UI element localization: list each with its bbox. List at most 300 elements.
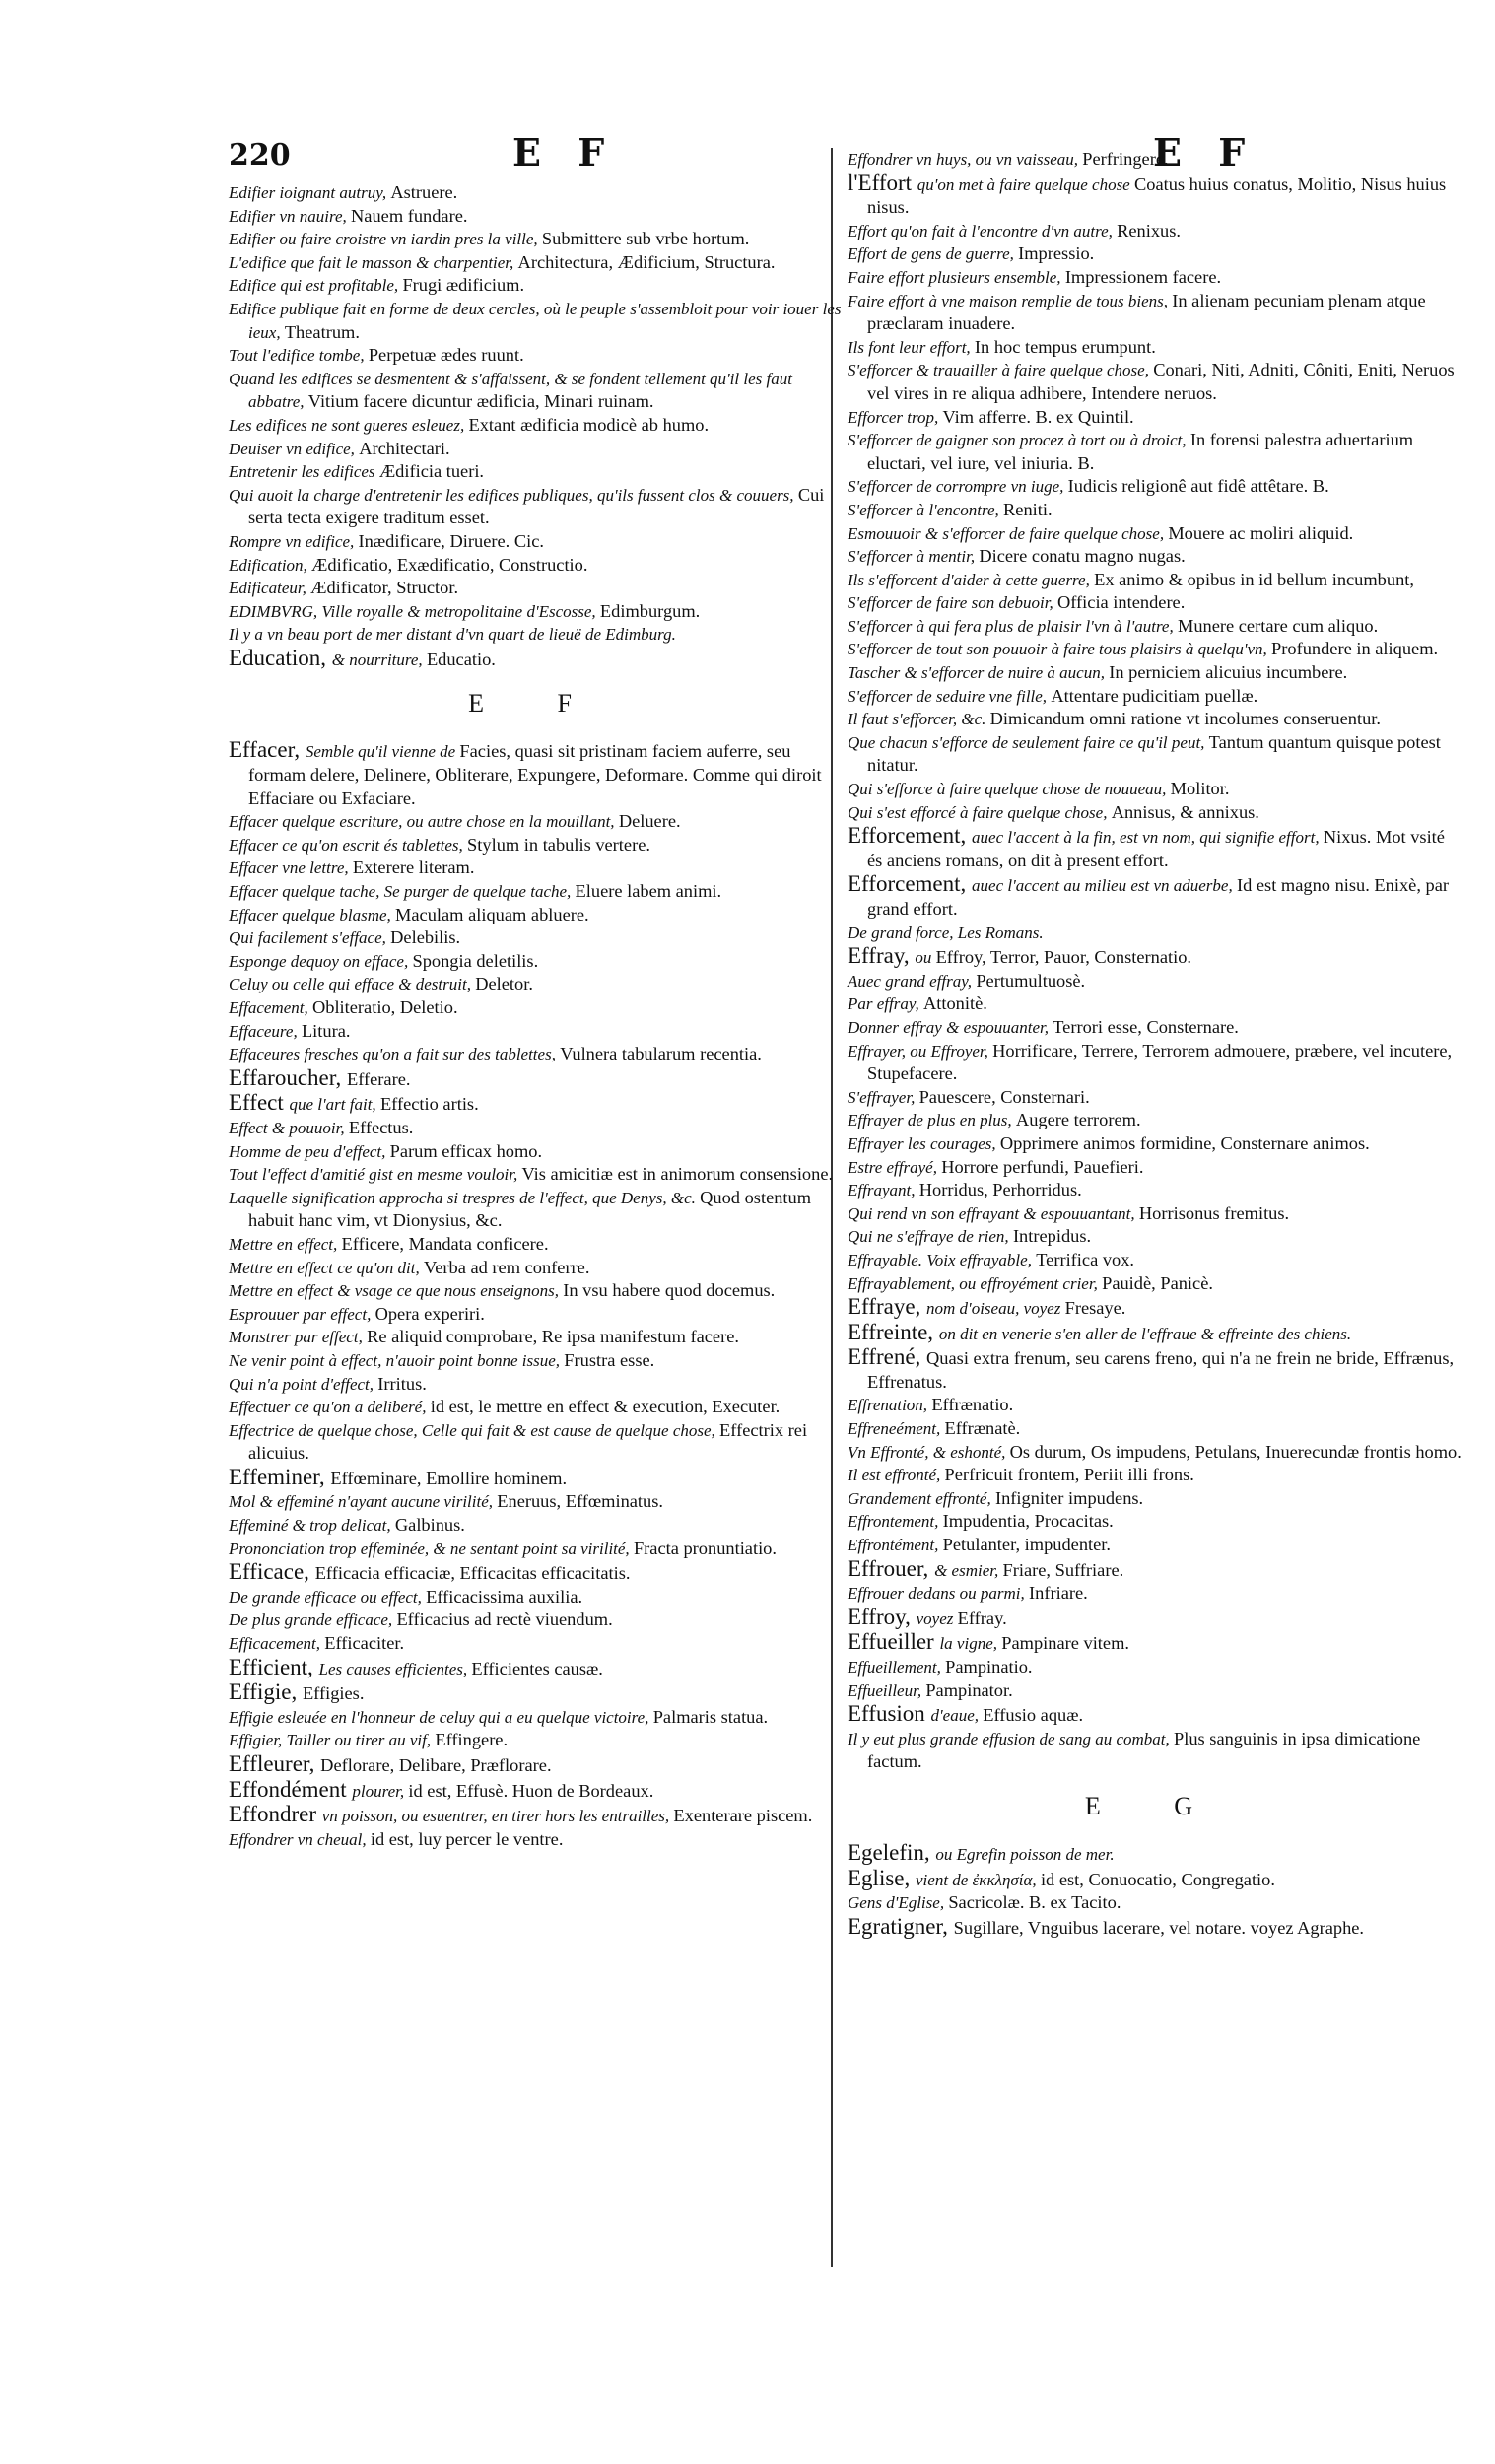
entry-latin: Nixus. Mot vsité és anciens romans, on dit à present effort. bbox=[867, 827, 1445, 870]
entry-latin: Exterere literam. bbox=[352, 857, 475, 878]
dictionary-entry bbox=[848, 1179, 1463, 1202]
dictionary-entry bbox=[848, 1606, 1463, 1631]
dictionary-entry bbox=[848, 1656, 1463, 1679]
entry-french: Qui auoit la charge d'entretenir les edifices publiques, qu'ils fussent clos & couuers, bbox=[229, 485, 798, 505]
dictionary-entry bbox=[229, 647, 845, 672]
entry-french: vn poisson, ou esuentrer, en tirer hors les entrailles, bbox=[321, 1807, 674, 1826]
entry-french: Mol & effeminé n'ayant aucune virilité, bbox=[229, 1492, 498, 1512]
entry-latin: Ædificatio, Exædificatio, Constructio. bbox=[311, 554, 588, 575]
dictionary-entry bbox=[848, 220, 1463, 243]
dictionary-entry bbox=[229, 1163, 845, 1187]
right-column-entries-1 bbox=[848, 148, 1463, 1774]
entry-french: Efforcer trop, bbox=[848, 407, 943, 427]
entry-latin: Reniti. bbox=[1003, 499, 1053, 519]
entry-french: Effectuer ce qu'on a deliberé, bbox=[229, 1398, 431, 1417]
entry-french: Par effray, bbox=[848, 994, 923, 1014]
dictionary-entry bbox=[229, 1608, 845, 1632]
dictionary-entry bbox=[848, 638, 1463, 661]
dictionary-entry bbox=[848, 1510, 1463, 1534]
dictionary-entry bbox=[229, 1706, 845, 1730]
entry-french: Il y a vn beau port de mer distant d'vn quart de lieuë de Edimburg. bbox=[229, 625, 676, 645]
dictionary-entry bbox=[848, 1295, 1463, 1321]
dictionary-entry bbox=[229, 834, 845, 857]
entry-french: Les edifices ne sont gueres esleuez, bbox=[229, 415, 469, 435]
entry-latin: id est, Conuocatio, Congregatio. bbox=[1040, 1869, 1275, 1889]
entry-french: Prononciation trop effeminée, & ne sentant point sa virilité, bbox=[229, 1539, 634, 1558]
dictionary-entry bbox=[848, 1679, 1463, 1703]
section-head-right: E G bbox=[1084, 1791, 1227, 1820]
entry-french: Il est effronté, bbox=[848, 1466, 945, 1485]
dictionary-entry bbox=[848, 1630, 1463, 1656]
dictionary-entry bbox=[848, 731, 1463, 778]
entry-french: Esmouuoir & s'efforcer de faire quelque chose, bbox=[848, 523, 1169, 543]
entry-french: Effect & pouuoir, bbox=[229, 1118, 349, 1137]
entry-french: Effrayer, ou Effroyer, bbox=[848, 1041, 993, 1061]
entry-latin: Stylum in tabulis vertere. bbox=[467, 834, 650, 855]
entry-headword: Effondément bbox=[229, 1776, 353, 1802]
entry-latin: Frustra esse. bbox=[564, 1349, 655, 1370]
entry-latin: Nauem fundare. bbox=[351, 205, 468, 226]
entry-latin: Theatrum. bbox=[284, 321, 360, 342]
entry-french: Ils font leur effort, bbox=[848, 337, 975, 357]
dictionary-entry bbox=[848, 801, 1463, 825]
entry-latin: Spongia deletilis. bbox=[412, 950, 539, 971]
entry-latin: Effectus. bbox=[348, 1117, 414, 1137]
entry-latin: Pampinator. bbox=[925, 1679, 1013, 1700]
entry-latin: Fresaye. bbox=[1064, 1298, 1126, 1319]
entry-latin: Effroy, Terror, Pauor, Consternatio. bbox=[935, 947, 1191, 968]
entry-french: Esponge dequoy on efface, bbox=[229, 951, 413, 971]
entry-latin: Id est magno nisu. Enixè, par grand effort. bbox=[867, 875, 1449, 919]
dictionary-entry bbox=[229, 1752, 845, 1778]
entry-latin: In vsu habere quod docemus. bbox=[563, 1280, 776, 1301]
entry-latin: id est, Effusè. Huon de Bordeaux. bbox=[408, 1780, 654, 1801]
entry-french: vient de ἐκκλησία, bbox=[916, 1870, 1041, 1889]
entry-french: Celuy ou celle qui efface & destruit, bbox=[229, 975, 476, 994]
entry-french: Faire effort à vne maison remplie de tous biens, bbox=[848, 291, 1173, 310]
dictionary-entry bbox=[229, 554, 845, 578]
entry-french: Effacer quelque tache, Se purger de quelque tache, bbox=[229, 882, 576, 902]
dictionary-entry bbox=[848, 1132, 1463, 1156]
dictionary-entry bbox=[848, 148, 1463, 171]
entry-french: Mettre en effect & vsage ce que nous enseignons, bbox=[229, 1281, 564, 1301]
entry-latin: Re aliquid comprobare, Re ipsa manifestum facere. bbox=[367, 1327, 739, 1347]
entry-latin: Educatio. bbox=[426, 649, 496, 669]
entry-latin: Dicere conatu magno nugas. bbox=[979, 546, 1186, 567]
entry-headword: Efficace, bbox=[229, 1559, 315, 1585]
dictionary-entry bbox=[229, 1279, 845, 1303]
entry-french: Tout l'effect d'amitié gist en mesme vouloir, bbox=[229, 1165, 522, 1185]
dictionary-entry bbox=[229, 738, 845, 810]
entry-latin: Opera experiri. bbox=[374, 1303, 485, 1324]
dictionary-entry bbox=[229, 1233, 845, 1257]
entry-latin: Infigniter impudens. bbox=[994, 1487, 1144, 1508]
entry-latin: Palmaris statua. bbox=[652, 1706, 769, 1727]
entry-headword: Efforcement, bbox=[848, 871, 973, 897]
entry-latin: Quod ostentum habuit hanc vim, vt Dionysius, &c. bbox=[248, 1187, 812, 1231]
dictionary-entry bbox=[229, 1043, 845, 1066]
dictionary-entry bbox=[848, 591, 1463, 615]
entry-french: Ne venir point à effect, n'auoir point bonne issue, bbox=[229, 1350, 565, 1370]
entry-french: Edification, bbox=[229, 555, 312, 575]
entry-french: Effreneément, bbox=[848, 1419, 945, 1439]
entry-french: Vn Effronté, & eshonté, bbox=[848, 1442, 1010, 1462]
entry-french: Edifier vn nauire, bbox=[229, 206, 352, 226]
entry-latin: In hoc tempus erumpunt. bbox=[974, 336, 1156, 357]
dictionary-entry bbox=[848, 475, 1463, 499]
entry-french: Effueillement, bbox=[848, 1658, 946, 1677]
entry-latin: Conari, Niti, Adniti, Côniti, Eniti, Neruos vel vires in re aliqua adhibere, Intendere neruos. bbox=[867, 360, 1455, 403]
entry-latin: Irritus. bbox=[377, 1373, 427, 1394]
dictionary-entry bbox=[848, 1441, 1463, 1465]
entry-latin: Os durum, Os impudens, Petulans, Inuerecundæ frontis homo. bbox=[1009, 1441, 1461, 1462]
entry-french: Effectrice de quelque chose, Celle qui fait & est cause de quelque chose, bbox=[229, 1420, 720, 1440]
entry-french: qu'on met à faire quelque chose bbox=[917, 174, 1134, 194]
dictionary-entry bbox=[848, 429, 1463, 475]
entry-latin: Sacricolæ. B. ex Tacito. bbox=[948, 1892, 1121, 1913]
dictionary-entry bbox=[848, 242, 1463, 266]
entry-latin: Edimburgum. bbox=[599, 600, 701, 621]
entry-french: L'edifice que fait le masson & charpentier, bbox=[229, 252, 518, 272]
entry-headword: Effaroucher, bbox=[229, 1064, 347, 1090]
entry-french: S'efforcer à mentir, bbox=[848, 547, 980, 567]
dictionary-entry bbox=[848, 685, 1463, 709]
entry-french: Effeminé & trop delicat, bbox=[229, 1516, 395, 1536]
entry-latin: Dimicandum omni ratione vt incolumes conseruentur. bbox=[989, 709, 1381, 729]
dictionary-entry bbox=[848, 872, 1463, 921]
entry-french: Esprouuer par effect, bbox=[229, 1304, 375, 1324]
running-head-left: E F bbox=[512, 130, 617, 174]
dictionary-entry bbox=[848, 1394, 1463, 1417]
dictionary-entry bbox=[848, 778, 1463, 801]
entry-latin: Deletor. bbox=[475, 974, 533, 994]
dictionary-entry bbox=[848, 1016, 1463, 1040]
entry-french: Faire effort plusieurs ensemble, bbox=[848, 267, 1065, 287]
entry-french: Homme de peu d'effect, bbox=[229, 1141, 390, 1161]
entry-latin: Perpetuæ ædes ruunt. bbox=[368, 345, 524, 366]
entry-french: Monstrer par effect, bbox=[229, 1328, 368, 1347]
entry-french: Effondrer vn cheual, bbox=[229, 1829, 371, 1849]
dictionary-entry bbox=[229, 1490, 845, 1514]
entry-french: Deuiser vn edifice, bbox=[229, 439, 360, 458]
dictionary-entry bbox=[848, 1272, 1463, 1296]
entry-french: Effaceure, bbox=[229, 1021, 302, 1041]
dictionary-entry bbox=[229, 1303, 845, 1327]
entry-latin: Impressio. bbox=[1018, 243, 1095, 264]
entry-headword: Effacer, bbox=[229, 737, 306, 763]
entry-french: Efficacement, bbox=[229, 1634, 325, 1654]
entry-headword: Effleurer, bbox=[229, 1751, 321, 1776]
entry-latin: In alienam pecuniam plenam atque præclaram inuadere. bbox=[867, 290, 1426, 334]
entry-latin: Impressionem facere. bbox=[1064, 266, 1222, 287]
dictionary-entry bbox=[848, 1156, 1463, 1180]
dictionary-entry bbox=[229, 228, 845, 251]
entry-latin: Vim afferre. B. ex Quintil. bbox=[942, 406, 1134, 427]
dictionary-entry bbox=[229, 414, 845, 438]
dictionary-entry bbox=[229, 1396, 845, 1419]
dictionary-entry bbox=[848, 1321, 1463, 1346]
entry-french: Effacer ce qu'on escrit és tablettes, bbox=[229, 835, 468, 855]
entry-french: Edifier ou faire croistre vn iardin pres la ville, bbox=[229, 230, 542, 249]
dictionary-entry bbox=[229, 1586, 845, 1609]
entry-latin: Eluere labem animi. bbox=[575, 881, 722, 902]
entry-french: EDIMBVRG, Ville royalle & metropolitaine d'Escosse, bbox=[229, 601, 600, 621]
dictionary-entry bbox=[229, 904, 845, 927]
entry-latin: id est, le mettre en effect & execution, Executer. bbox=[430, 1397, 781, 1417]
dictionary-entry bbox=[229, 1729, 845, 1752]
entry-french: Effacer quelque escriture, ou autre chose en la mouillant, bbox=[229, 812, 619, 832]
dictionary-entry bbox=[229, 1514, 845, 1538]
dictionary-entry bbox=[229, 368, 845, 414]
entry-headword: l'Effort bbox=[848, 170, 917, 195]
dictionary-entry bbox=[848, 1557, 1463, 1583]
entry-latin: Pampinatio. bbox=[945, 1657, 1033, 1677]
entry-latin: Infriare. bbox=[1029, 1583, 1088, 1604]
dictionary-entry bbox=[848, 1040, 1463, 1086]
entry-headword: Effrouer, bbox=[848, 1555, 935, 1581]
entry-headword: Effect bbox=[229, 1090, 290, 1116]
entry-french: S'effrayer, bbox=[848, 1087, 919, 1107]
entry-latin: Horrore perfundi, Pauefieri. bbox=[941, 1156, 1144, 1177]
entry-french: Qui s'efforce à faire quelque chose de nouueau, bbox=[848, 780, 1171, 799]
entry-french: S'efforcer de corrompre vn iuge, bbox=[848, 477, 1068, 497]
right-column-entries-2 bbox=[848, 1841, 1463, 1940]
dictionary-entry bbox=[229, 1066, 845, 1092]
entry-french: S'efforcer à l'encontre, bbox=[848, 500, 1004, 519]
dictionary-entry bbox=[229, 1020, 845, 1044]
entry-latin: Mouere ac moliri aliquid. bbox=[1168, 522, 1354, 543]
entry-latin: Pauidè, Panicè. bbox=[1102, 1272, 1213, 1293]
entry-french: Effort de gens de guerre, bbox=[848, 244, 1019, 264]
entry-french: S'efforcer de gaigner son procez à tort ou à droict, bbox=[848, 431, 1190, 450]
dictionary-entry bbox=[229, 274, 845, 298]
entry-french: Effrenation, bbox=[848, 1396, 932, 1415]
section-head-left: E F bbox=[468, 689, 605, 719]
entry-latin: Terrifica vox. bbox=[1036, 1249, 1135, 1269]
entry-latin: Fracta pronuntiatio. bbox=[633, 1538, 777, 1558]
entry-french: Edifice qui est profitable, bbox=[229, 276, 403, 296]
dictionary-entry bbox=[848, 171, 1463, 220]
dictionary-entry bbox=[848, 1225, 1463, 1249]
entry-latin: Molitor. bbox=[1170, 779, 1230, 799]
entry-latin: Pampinare vitem. bbox=[1001, 1633, 1129, 1654]
entry-latin: Effray. bbox=[957, 1608, 1007, 1628]
dictionary-entry bbox=[229, 344, 845, 368]
entry-french: Il y eut plus grande effusion de sang au combat, bbox=[848, 1729, 1174, 1748]
entry-french: auec l'accent au milieu est vn aduerbe, bbox=[972, 876, 1237, 896]
entry-latin: Vis amicitiæ est in animorum consensione. bbox=[521, 1164, 834, 1185]
dictionary-entry bbox=[229, 950, 845, 974]
entry-french: nom d'oiseau, voyez bbox=[926, 1299, 1065, 1319]
entry-french: Effrayable. Voix effrayable, bbox=[848, 1250, 1037, 1269]
entry-latin: Submittere sub vrbe hortum. bbox=[541, 229, 750, 249]
dictionary-entry bbox=[229, 1373, 845, 1397]
entry-french: d'eaue, bbox=[930, 1706, 984, 1726]
entry-latin: Attonitè. bbox=[922, 993, 987, 1014]
entry-headword: Effigie, bbox=[229, 1679, 303, 1705]
entry-latin: Iudicis religionê aut fidê attêtare. B. bbox=[1067, 476, 1329, 497]
entry-latin: Efficaciter. bbox=[324, 1633, 405, 1654]
entry-latin: Effrænatio. bbox=[931, 1395, 1014, 1415]
entry-french: on dit en venerie s'en aller de l'effraue & effreinte des chiens. bbox=[938, 1324, 1352, 1343]
entry-french: Effrayer les courages, bbox=[848, 1133, 1000, 1153]
entry-french: Mettre en effect ce qu'on dit, bbox=[229, 1258, 424, 1277]
dictionary-entry bbox=[229, 1632, 845, 1656]
entry-headword: Effraye, bbox=[848, 1294, 927, 1320]
entry-french: ou Egrefin poisson de mer. bbox=[935, 1844, 1115, 1864]
dictionary-entry bbox=[229, 1187, 845, 1233]
dictionary-entry bbox=[848, 992, 1463, 1016]
entry-latin: Tantum quantum quisque potest nitatur. bbox=[867, 731, 1441, 776]
entry-latin: Delebilis. bbox=[390, 927, 461, 948]
dictionary-entry bbox=[229, 973, 845, 996]
entry-latin: In forensi palestra aduertarium eluctari, vel iure, vel iniuria. B. bbox=[867, 430, 1414, 473]
entry-latin: Officia intendere. bbox=[1056, 592, 1186, 613]
entry-headword: Egratigner, bbox=[848, 1913, 954, 1939]
entry-french: Edifier ioignant autruy, bbox=[229, 183, 391, 202]
entry-latin: Efficacius ad rectè viuendum. bbox=[396, 1609, 613, 1630]
entry-latin: Maculam aliquam abluere. bbox=[395, 904, 589, 924]
entry-latin: Quasi extra frenum, seu carens freno, qui n'a ne frein ne bride, Effrænus, Effrenatus. bbox=[867, 1348, 1455, 1392]
entry-french: auec l'accent à la fin, est vn nom, qui signifie effort, bbox=[972, 828, 1324, 848]
dictionary-entry bbox=[229, 530, 845, 554]
left-column-entries-2 bbox=[229, 738, 845, 1851]
entry-french: S'efforcer & trauailler à faire quelque chose, bbox=[848, 361, 1154, 380]
dictionary-entry bbox=[229, 1803, 845, 1828]
entry-latin: Exenterare piscem. bbox=[673, 1806, 813, 1826]
entry-french: De grande efficace ou effect, bbox=[229, 1587, 427, 1607]
entry-french: S'efforcer à qui fera plus de plaisir l'vn à l'autre, bbox=[848, 616, 1178, 636]
dictionary-entry bbox=[848, 1582, 1463, 1606]
entry-headword: Efforcement, bbox=[848, 823, 973, 849]
entry-french: ou bbox=[915, 948, 936, 968]
entry-latin: Sugillare, Vnguibus lacerare, vel notare. voyez Agraphe. bbox=[953, 1917, 1365, 1938]
entry-french: Semble qu'il vienne de bbox=[305, 742, 460, 762]
entry-latin: Litura. bbox=[301, 1020, 351, 1041]
entry-latin: Effectrix rei alicuius. bbox=[248, 1419, 808, 1464]
entry-french: Effrayablement, ou effroyément crier, bbox=[848, 1273, 1103, 1293]
entry-french: Effaceures fresches qu'on a fait sur des tablettes, bbox=[229, 1045, 561, 1064]
dictionary-entry bbox=[229, 1140, 845, 1164]
entry-french: & esmier, bbox=[934, 1560, 1003, 1580]
dictionary-entry bbox=[848, 1891, 1463, 1915]
dictionary-entry bbox=[229, 810, 845, 834]
entry-latin: Terrori esse, Consternare. bbox=[1053, 1016, 1239, 1037]
dictionary-entry bbox=[848, 944, 1463, 970]
entry-latin: Verba ad rem conferre. bbox=[423, 1257, 590, 1277]
entry-french: Edificateur, bbox=[229, 579, 311, 598]
entry-french: Il faut s'efforcer, &c. bbox=[848, 710, 990, 729]
entry-french: S'efforcer de faire son debuoir, bbox=[848, 593, 1057, 613]
entry-french: Les causes efficientes, bbox=[318, 1659, 472, 1678]
dictionary-entry bbox=[229, 484, 845, 530]
entry-latin: Facies, quasi sit pristinam faciem auferre, seu formam delere, Delinere, Obliterare, Expungere, Deformare. Comme qui diroit Effaciare ou Exfaciare. bbox=[248, 741, 822, 808]
entry-latin: Pertumultuosè. bbox=[976, 970, 1086, 991]
entry-french: S'efforcer de seduire vne fille, bbox=[848, 686, 1052, 706]
entry-latin: Annisus, & annixus. bbox=[1111, 801, 1259, 822]
entry-french: Mettre en effect, bbox=[229, 1234, 342, 1254]
entry-latin: Profundere in aliquem. bbox=[1271, 639, 1439, 659]
dictionary-entry bbox=[229, 1538, 845, 1561]
dictionary-entry bbox=[848, 545, 1463, 569]
entry-latin: Effectio artis. bbox=[379, 1094, 479, 1115]
dictionary-entry bbox=[229, 1419, 845, 1466]
entry-headword: Egelefin, bbox=[848, 1839, 936, 1865]
entry-latin: Deflorare, Delibare, Præflorare. bbox=[320, 1755, 552, 1775]
entry-latin: Architectari. bbox=[359, 438, 450, 458]
dictionary-entry bbox=[848, 1867, 1463, 1892]
entry-latin: Obliteratio, Deletio. bbox=[311, 997, 458, 1017]
entry-french: Rompre vn edifice, bbox=[229, 531, 359, 551]
entry-headword: Effreinte, bbox=[848, 1319, 939, 1344]
dictionary-entry bbox=[848, 970, 1463, 993]
entry-latin: Effœminare, Emollire hominem. bbox=[330, 1468, 568, 1488]
dictionary-entry bbox=[848, 922, 1463, 945]
entry-french: Effort qu'on fait à l'encontre d'vn autre, bbox=[848, 221, 1118, 240]
dictionary-entry bbox=[848, 1086, 1463, 1110]
entry-latin: Efferare. bbox=[346, 1068, 411, 1089]
entry-french: Effigier, Tailler ou tirer au vif, bbox=[229, 1731, 436, 1750]
dictionary-entry bbox=[229, 1117, 845, 1140]
entry-latin: Cui serta tecta exigere traditum esset. bbox=[248, 484, 825, 528]
dictionary-entry bbox=[848, 499, 1463, 522]
dictionary-entry bbox=[229, 1091, 845, 1117]
entry-french: Quand les edifices se desmentent & s'affaissent, & se fondent tellement qu'il les faut abbatre, bbox=[229, 369, 792, 412]
entry-french: Effacer quelque blasme, bbox=[229, 905, 396, 924]
dictionary-entry bbox=[229, 1349, 845, 1373]
entry-french: S'efforcer de tout son pouuoir à faire tous plaisirs à quelqu'vn, bbox=[848, 640, 1272, 659]
entry-latin: Efficientes causæ. bbox=[471, 1658, 603, 1678]
dictionary-entry bbox=[848, 1345, 1463, 1394]
dictionary-entry bbox=[229, 298, 845, 344]
entry-headword: Efficient, bbox=[229, 1654, 319, 1679]
entry-latin: Horridus, Perhorridus. bbox=[918, 1180, 1082, 1200]
entry-french: Qui s'est efforcé à faire quelque chose, bbox=[848, 802, 1112, 822]
entry-french: Effrayant, bbox=[848, 1181, 919, 1200]
dictionary-entry bbox=[848, 708, 1463, 731]
entry-latin: Efficere, Mandata conficere. bbox=[341, 1233, 549, 1254]
dictionary-entry bbox=[848, 1417, 1463, 1441]
dictionary-entry bbox=[229, 1466, 845, 1491]
entry-latin: Efficacia efficaciæ, Efficacitas efficacitatis. bbox=[314, 1563, 631, 1584]
entry-headword: Eglise, bbox=[848, 1865, 916, 1890]
entry-latin: Effigies. bbox=[302, 1683, 365, 1704]
dictionary-entry bbox=[229, 600, 845, 624]
entry-latin: Architectura, Ædificium, Structura. bbox=[517, 251, 776, 272]
dictionary-entry bbox=[848, 1202, 1463, 1226]
entry-latin: Effingere. bbox=[435, 1730, 509, 1750]
entry-latin: Opprimere animos formidine, Consternare animos. bbox=[999, 1132, 1370, 1153]
entry-latin: Astruere. bbox=[390, 182, 458, 202]
dictionary-entry bbox=[229, 1680, 845, 1706]
right-column bbox=[848, 148, 1463, 1940]
dictionary-entry bbox=[229, 577, 845, 600]
entry-latin: Friare, Suffriare. bbox=[1002, 1559, 1124, 1580]
entry-latin: Effusio aquæ. bbox=[983, 1705, 1084, 1726]
dictionary-entry bbox=[229, 623, 845, 647]
left-column-entries-1 bbox=[229, 181, 845, 671]
dictionary-entry bbox=[229, 438, 845, 461]
entry-headword: Effroy, bbox=[848, 1604, 917, 1629]
dictionary-entry bbox=[848, 1702, 1463, 1728]
entry-latin: Intrepidus. bbox=[1012, 1226, 1092, 1247]
entry-french: Effacer vne lettre, bbox=[229, 858, 353, 878]
entry-latin: Galbinus. bbox=[394, 1515, 465, 1536]
entry-latin: id est, luy percer le ventre. bbox=[370, 1828, 564, 1849]
entry-french: Donner effray & espouuanter, bbox=[848, 1017, 1053, 1037]
dictionary-entry bbox=[848, 359, 1463, 405]
dictionary-entry bbox=[229, 1257, 845, 1280]
